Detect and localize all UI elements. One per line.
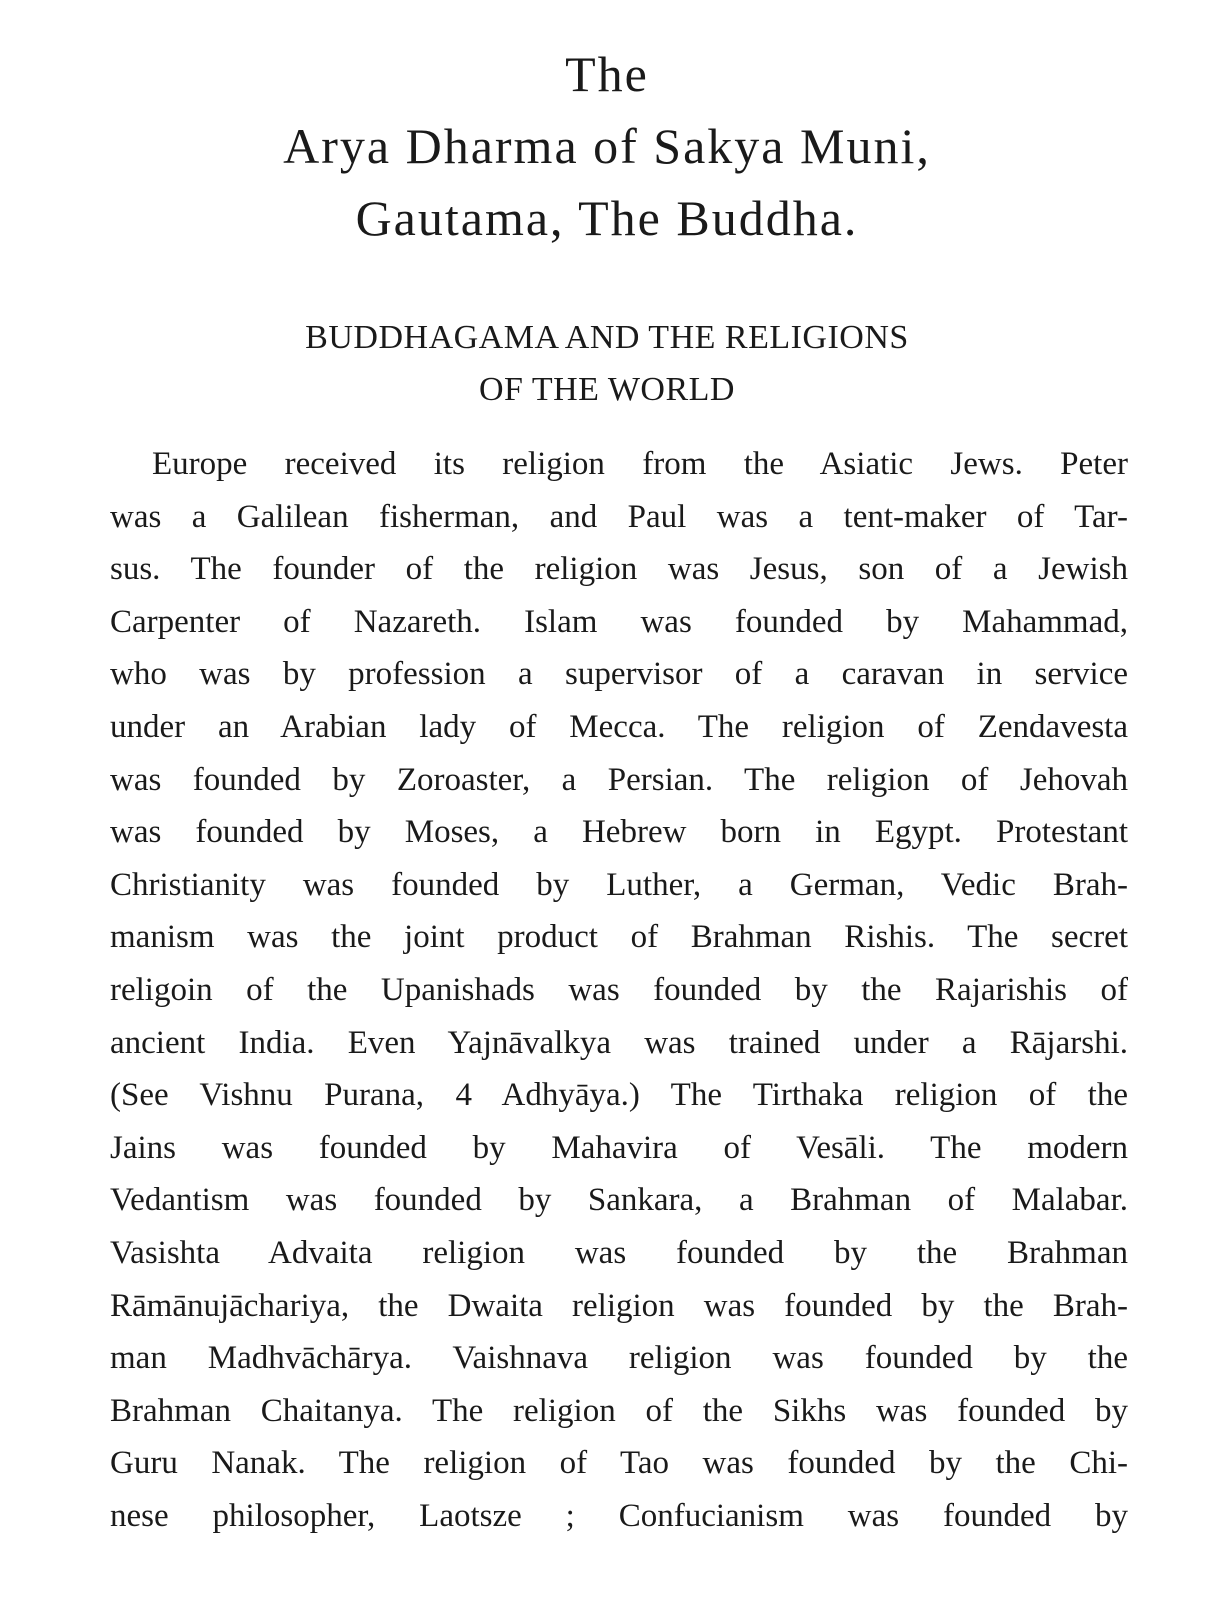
paragraph-line: ancient India. Even Yajnāvalkya was trained under a Rājarshi. [110,1024,1128,1061]
chapter-title-line: Gautama, The Buddha. [355,190,859,246]
body-paragraph [110,438,1128,1542]
paragraph-line: was founded by Moses, a Hebrew born in Egypt. Protestant [110,814,1128,851]
paragraph-line: was a Galilean fisherman, and Paul was a tent-maker of Tar- [110,498,1128,535]
paragraph-line: Vedantism was founded by Sankara, a Brahman of Malabar. [110,1182,1128,1219]
paragraph-line: Guru Nanak. The religion of Tao was founded by the Chi- [110,1445,1128,1482]
paragraph-line: manism was the joint product of Brahman Rishis. The secret [110,919,1128,956]
chapter-title [0,38,1214,254]
paragraph-line: Brahman Chaitanya. The religion of the Sikhs was founded by [110,1392,1128,1429]
paragraph-line: religoin of the Upanishads was founded by the Rajarishis of [110,971,1128,1008]
paragraph-line: Rāmānujāchariya, the Dwaita religion was founded by the Brah- [110,1287,1128,1324]
paragraph-line: Carpenter of Nazareth. Islam was founded by Mahammad, [110,603,1128,640]
paragraph-line: (See Vishnu Purana, 4 Adhyāya.) The Tirthaka religion of the [110,1077,1128,1114]
paragraph-line: Jains was founded by Mahavira of Vesāli. The modern [110,1129,1128,1166]
chapter-title-line: Arya Dharma of Sakya Muni, [283,118,931,174]
paragraph-line: sus. The founder of the religion was Jesus, son of a Jewish [110,551,1128,588]
paragraph-line: under an Arabian lady of Mecca. The religion of Zendavesta [110,708,1128,745]
chapter-title-line: The [565,46,649,102]
paragraph-line: who was by profession a supervisor of a caravan in service [110,656,1128,693]
paragraph-line: was founded by Zoroaster, a Persian. The religion of Jehovah [110,761,1128,798]
section-heading-line: OF THE WORLD [479,371,735,408]
paragraph-line: Vasishta Advaita religion was founded by the Brahman [110,1234,1128,1271]
paragraph-line: nese philosopher, Laotsze ; Confucianism was founded by [110,1497,1128,1534]
section-heading-line: BUDDHAGAMA AND THE RELIGIONS [305,319,909,356]
paragraph-line: Europe received its religion from the Asiatic Jews. Peter [152,446,1128,482]
paragraph-line: Christianity was founded by Luther, a German, Vedic Brah- [110,866,1128,903]
paragraph-line: man Madhvāchārya. Vaishnava religion was founded by the [110,1340,1128,1377]
section-heading [0,312,1214,416]
